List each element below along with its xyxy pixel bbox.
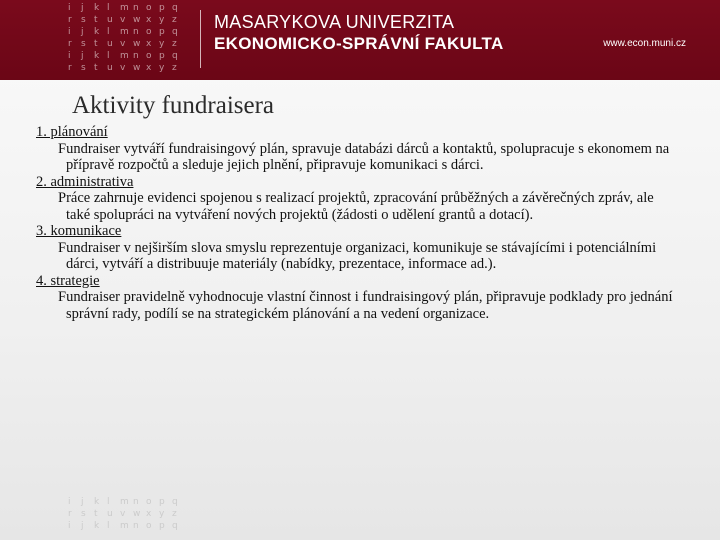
logo-glyph: o bbox=[146, 27, 152, 37]
logo-glyph: q bbox=[172, 51, 178, 61]
logo-glyph: s bbox=[81, 509, 86, 519]
logo-glyph: j bbox=[81, 51, 84, 61]
logo-glyph: k bbox=[94, 521, 100, 531]
logo-glyph: r bbox=[68, 63, 72, 73]
logo-glyph: j bbox=[81, 27, 84, 37]
logo-glyph: w bbox=[133, 39, 141, 49]
logo-glyph: i bbox=[68, 51, 71, 61]
logo-glyph: v bbox=[120, 509, 126, 519]
logo-glyph: t bbox=[94, 39, 98, 49]
logo-glyph: x bbox=[146, 39, 152, 49]
logo-glyph: n bbox=[133, 521, 139, 531]
slide-content bbox=[36, 124, 676, 322]
logo-glyph: n bbox=[133, 27, 139, 37]
logo-glyph: i bbox=[68, 521, 71, 531]
logo-glyph: t bbox=[94, 509, 98, 519]
section-text: Fundraiser pravidelně vyhodnocuje vlastní činnost i fundraisingový plán, připravuje podklady pro jednání správní rady, podílí se na strategickém plánování a na vedení organizace. bbox=[58, 289, 673, 322]
logo-glyph: l bbox=[107, 3, 110, 13]
section-communication bbox=[36, 223, 676, 273]
logo-glyph: u bbox=[107, 39, 113, 49]
muni-logo-pattern bbox=[68, 2, 186, 76]
logo-glyph: o bbox=[146, 497, 152, 507]
logo-glyph: p bbox=[159, 51, 165, 61]
logo-glyph: p bbox=[159, 3, 165, 13]
logo-glyph: i bbox=[68, 497, 71, 507]
logo-glyph: q bbox=[172, 497, 178, 507]
logo-glyph: q bbox=[172, 3, 178, 13]
logo-glyph: w bbox=[133, 509, 141, 519]
logo-glyph: j bbox=[81, 497, 84, 507]
logo-glyph: z bbox=[172, 15, 177, 25]
header-divider bbox=[200, 10, 201, 68]
logo-glyph: s bbox=[81, 39, 86, 49]
logo-glyph: v bbox=[120, 63, 126, 73]
section-text: Fundraiser v nejširším slova smyslu reprezentuje organizaci, komunikuje se stávajícími i potenciálními dárci, vytváří a distribuuje materiály (nabídky, prezentace, informace ad.). bbox=[58, 239, 657, 272]
logo-glyph: x bbox=[146, 63, 152, 73]
logo-glyph: r bbox=[68, 15, 72, 25]
logo-glyph: y bbox=[159, 509, 165, 519]
university-name: MASARYKOVA UNIVERZITA bbox=[214, 12, 455, 32]
section-heading: 3. komunikace bbox=[36, 223, 122, 239]
logo-glyph: l bbox=[107, 27, 110, 37]
logo-glyph: o bbox=[146, 3, 152, 13]
website-link[interactable]: www.econ.muni.cz bbox=[603, 38, 686, 49]
logo-glyph: j bbox=[81, 521, 84, 531]
logo-glyph: m bbox=[120, 497, 129, 507]
logo-glyph: w bbox=[133, 15, 141, 25]
logo-glyph: v bbox=[120, 15, 126, 25]
logo-glyph: n bbox=[133, 497, 139, 507]
logo-glyph: w bbox=[133, 63, 141, 73]
logo-glyph: u bbox=[107, 15, 113, 25]
logo-glyph: y bbox=[159, 15, 165, 25]
section-text: Fundraiser vytváří fundraisingový plán, spravuje databázi dárců a kontaktů, spolupracuje s ekonomem na přípravě rozpočtů a sleduje jejich plnění, připravuje komunikaci s dárci. bbox=[58, 140, 670, 173]
logo-glyph: q bbox=[172, 27, 178, 37]
logo-glyph: t bbox=[94, 63, 98, 73]
logo-glyph: o bbox=[146, 521, 152, 531]
logo-glyph: u bbox=[107, 63, 113, 73]
section-planning bbox=[36, 124, 676, 174]
logo-glyph: x bbox=[146, 15, 152, 25]
logo-glyph: q bbox=[172, 521, 178, 531]
section-strategy bbox=[36, 273, 676, 323]
logo-glyph: k bbox=[94, 497, 100, 507]
logo-glyph: n bbox=[133, 51, 139, 61]
logo-glyph: v bbox=[120, 39, 126, 49]
logo-glyph: l bbox=[107, 497, 110, 507]
logo-glyph: i bbox=[68, 3, 71, 13]
logo-glyph: p bbox=[159, 521, 165, 531]
slide-header bbox=[0, 0, 720, 80]
footer-logo-pattern bbox=[68, 496, 186, 540]
logo-glyph: s bbox=[81, 63, 86, 73]
faculty-name: EKONOMICKO-SPRÁVNÍ FAKULTA bbox=[214, 34, 504, 53]
logo-glyph: k bbox=[94, 3, 100, 13]
logo-glyph: l bbox=[107, 51, 110, 61]
logo-glyph: u bbox=[107, 509, 113, 519]
logo-glyph: m bbox=[120, 27, 129, 37]
logo-glyph: t bbox=[94, 15, 98, 25]
logo-glyph: r bbox=[68, 509, 72, 519]
logo-glyph: z bbox=[172, 63, 177, 73]
logo-glyph: r bbox=[68, 39, 72, 49]
logo-glyph: y bbox=[159, 39, 165, 49]
logo-glyph: p bbox=[159, 497, 165, 507]
logo-glyph: k bbox=[94, 51, 100, 61]
section-administration bbox=[36, 174, 676, 224]
section-text: Práce zahrnuje evidenci spojenou s realizací projektů, zpracování průběžných a závěrečných zpráv, ale také spolupráci na vytváření nových projektů (žádosti o udělení grantů a dotací). bbox=[58, 190, 654, 223]
section-heading: 2. administrativa bbox=[36, 173, 134, 190]
logo-glyph: k bbox=[94, 27, 100, 37]
logo-glyph: z bbox=[172, 39, 177, 49]
logo-glyph: z bbox=[172, 509, 177, 519]
section-heading: 4. strategie bbox=[36, 272, 100, 289]
logo-glyph: l bbox=[107, 521, 110, 531]
slide-title: Aktivity fundraisera bbox=[72, 92, 275, 119]
logo-glyph: i bbox=[68, 27, 71, 37]
logo-glyph: p bbox=[159, 27, 165, 37]
logo-glyph: m bbox=[120, 3, 129, 13]
logo-glyph: m bbox=[120, 51, 129, 61]
logo-glyph: o bbox=[146, 51, 152, 61]
logo-glyph: s bbox=[81, 15, 86, 25]
section-heading: 1. plánování bbox=[36, 124, 108, 140]
logo-glyph: m bbox=[120, 521, 129, 531]
logo-glyph: n bbox=[133, 3, 139, 13]
logo-glyph: j bbox=[81, 3, 84, 13]
logo-glyph: y bbox=[159, 63, 165, 73]
logo-glyph: x bbox=[146, 509, 152, 519]
